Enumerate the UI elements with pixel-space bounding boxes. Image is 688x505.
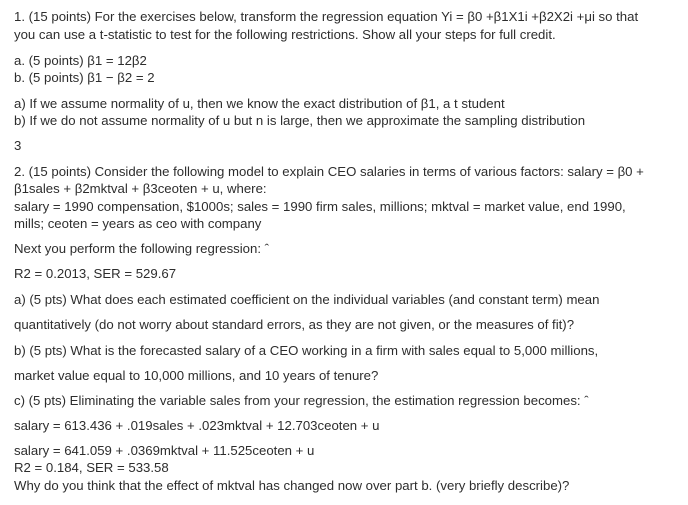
- answer-b: b) If we do not assume normality of u but n is large, then we approximate the sampling distribution: [14, 113, 586, 128]
- q1-line-2: you can use a t-statistic to test for the following restrictions. Show all your steps for full credit.: [14, 27, 556, 42]
- q1-line-1: 1. (15 points) For the exercises below, transform the regression equation Yi = β0 +β1X1i +β2X2i +μi so that: [14, 9, 639, 24]
- q2-line-2: β1sales + β2mktval + β3ceoten + u, where:: [14, 181, 267, 196]
- q2-part-a-1: a) (5 pts) What does each estimated coefficient on the individual variables (and constant term) mean: [14, 292, 600, 307]
- q2-part-c-question: Why do you think that the effect of mktval has changed now over part b. (very briefly describe)?: [14, 478, 570, 493]
- q2-part-b-2: market value equal to 10,000 millions, and 10 years of tenure?: [14, 368, 379, 383]
- q2-part-a-2: quantitatively (do not worry about standard errors, as they are not given, or the measures of fit)?: [14, 317, 575, 332]
- fit-stats-1: R2 = 0.2013, SER = 529.67: [14, 266, 177, 281]
- equation-2: salary = 641.059 + .0369mktval + 11.525ceoten + u: [14, 443, 315, 458]
- answer-3: 3: [14, 138, 22, 153]
- q2-part-c: c) (5 pts) Eliminating the variable sales from your regression, the estimation regression becomes: ˆ: [14, 393, 589, 408]
- q2-part-b-1: b) (5 pts) What is the forecasted salary of a CEO working in a firm with sales equal to 5,000 millions,: [14, 343, 599, 358]
- equation-1: salary = 613.436 + .019sales + .023mktval + 12.703ceoten + u: [14, 418, 380, 433]
- q2-line-4: mills; ceoten = years as ceo with company: [14, 216, 262, 231]
- fit-stats-2: R2 = 0.184, SER = 533.58: [14, 460, 169, 475]
- regression-intro: Next you perform the following regression: ˆ: [14, 241, 270, 256]
- q2-line-1: 2. (15 points) Consider the following model to explain CEO salaries in terms of various factors: salary = β0 +: [14, 164, 644, 179]
- q2-line-3: salary = 1990 compensation, $1000s; sales = 1990 firm sales, millions; mktval = market value, end 1990,: [14, 199, 626, 214]
- q1-part-b: b. (5 points) β1 − β2 = 2: [14, 70, 155, 85]
- q1-part-a: a. (5 points) β1 = 12β2: [14, 53, 147, 68]
- answer-a: a) If we assume normality of u, then we know the exact distribution of β1, a t student: [14, 96, 505, 111]
